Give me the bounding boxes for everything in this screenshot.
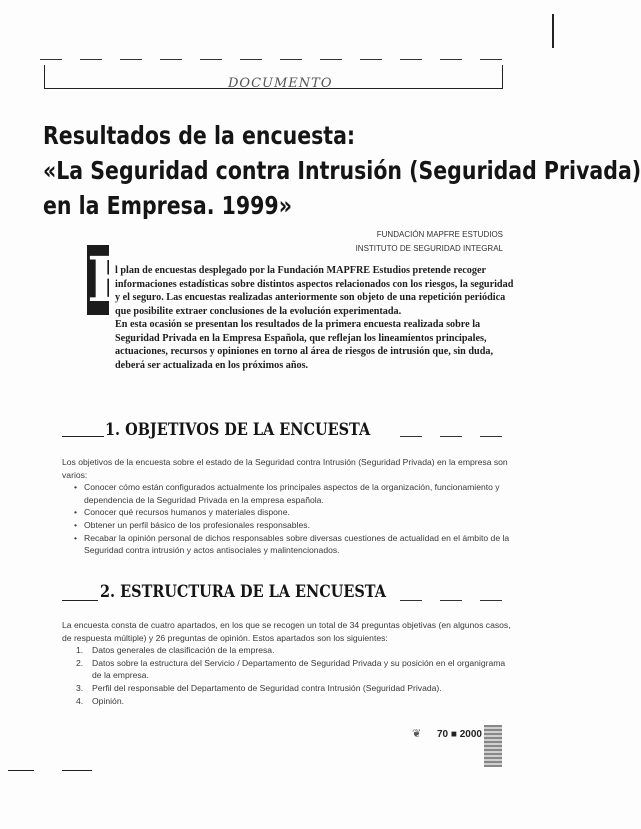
page-title [43,118,641,223]
bottom-scan-mark-2 [62,770,92,771]
section1-heading: 1. OBJETIVOS DE LA ENCUESTA [105,420,371,440]
header-frame-left [44,65,45,89]
objectives-list [62,481,512,557]
header-dashed-rule [40,59,503,60]
list-item: • Conocer qué recursos humanos y materiales dispone. [74,506,512,519]
section1-rule [62,436,104,437]
section1-dashed-rule [400,436,515,437]
list-item: • Obtener un perfil básico de los profesionales responsables. [74,519,512,532]
bottom-scan-mark [8,770,34,771]
section1-intro: Los objetivos de la encuesta sobre el estado de la Seguridad contra Intrusión (Seguridad Privada) en la empresa son varios: [62,457,508,480]
drop-cap: E [87,243,135,316]
header-frame-right [502,65,503,89]
list-item: 3. Perfil del responsable del Departamento de Seguridad contra Intrusión (Seguridad Privada). [76,682,442,693]
structure-list [62,644,512,707]
intro-paragraph-1: l plan de encuestas desplegado por la Fundación MAPFRE Estudios pretende recoger informaciones estadísticas sobre distintos aspectos relacionados con los riesgos, la seguridad y el seguro. Las encuestas realizadas anteriormente son objeto de una repetición periódica que posibilite extraer conclusiones de la evolución experimentada. [115,265,514,317]
section2-body [62,619,512,707]
organization-block [356,228,503,256]
organization-institute: INSTITUTO DE SEGURIDAD INTEGRAL [355,244,503,253]
list-item: 2. Datos sobre la estructura del Servicio / Departamento de Seguridad Privada y su posición en el organigrama de la empresa. [76,657,506,681]
right-margin-mark [552,14,554,48]
title-line-2: «La Seguridad contra Intrusión (Seguridad Privada) [43,156,641,185]
section2-intro: La encuesta consta de cuatro apartados, en los que se recogen un total de 34 preguntas objetivas (en algunos casos, de respuesta múltiple) y 26 preguntas de opinión. Estos apartados son los siguientes: [62,620,511,643]
section2-rule [62,600,98,601]
section2-dashed-rule [400,600,515,601]
list-item: 4. Opinión. [76,695,125,706]
publisher-logo [484,725,502,767]
section1-body [62,456,512,557]
title-line-3: en la Empresa. 1999» [43,191,292,220]
list-item: • Recabar la opinión personal de dichos responsables sobre diversas cuestiones de actualidad en el ámbito de la Seguridad contra intrusión y actos antisociales y malintencionados. [74,532,512,557]
list-item: • Conocer cómo están configurados actualmente los principales aspectos de la organización, funcionamiento y dependencia de la Seguridad Privada en la empresa española. [74,481,512,506]
section-label: DOCUMENTO [228,76,333,91]
page-number: 70 ■ 2000 [437,729,482,740]
title-line-1: Resultados de la encuesta: [43,121,356,150]
intro-text [115,264,515,372]
list-item: 1. Datos generales de clasificación de la empresa. [76,645,275,656]
ornament-icon: ❦ [412,728,422,740]
section2-heading: 2. ESTRUCTURA DE LA ENCUESTA [100,582,386,602]
organization-name: FUNDACIÓN MAPFRE ESTUDIOS [376,230,503,239]
intro-paragraph-2: En esta ocasión se presentan los resultados de la primera encuesta realizada sobre la Seguridad Privada en la Empresa Española, que reflejan los lineamientos principales, actuaciones, recursos y opiniones en torno al área de riesgos de intrusión que, sin duda, deberá ser actualizada en los próximos años. [115,319,494,371]
